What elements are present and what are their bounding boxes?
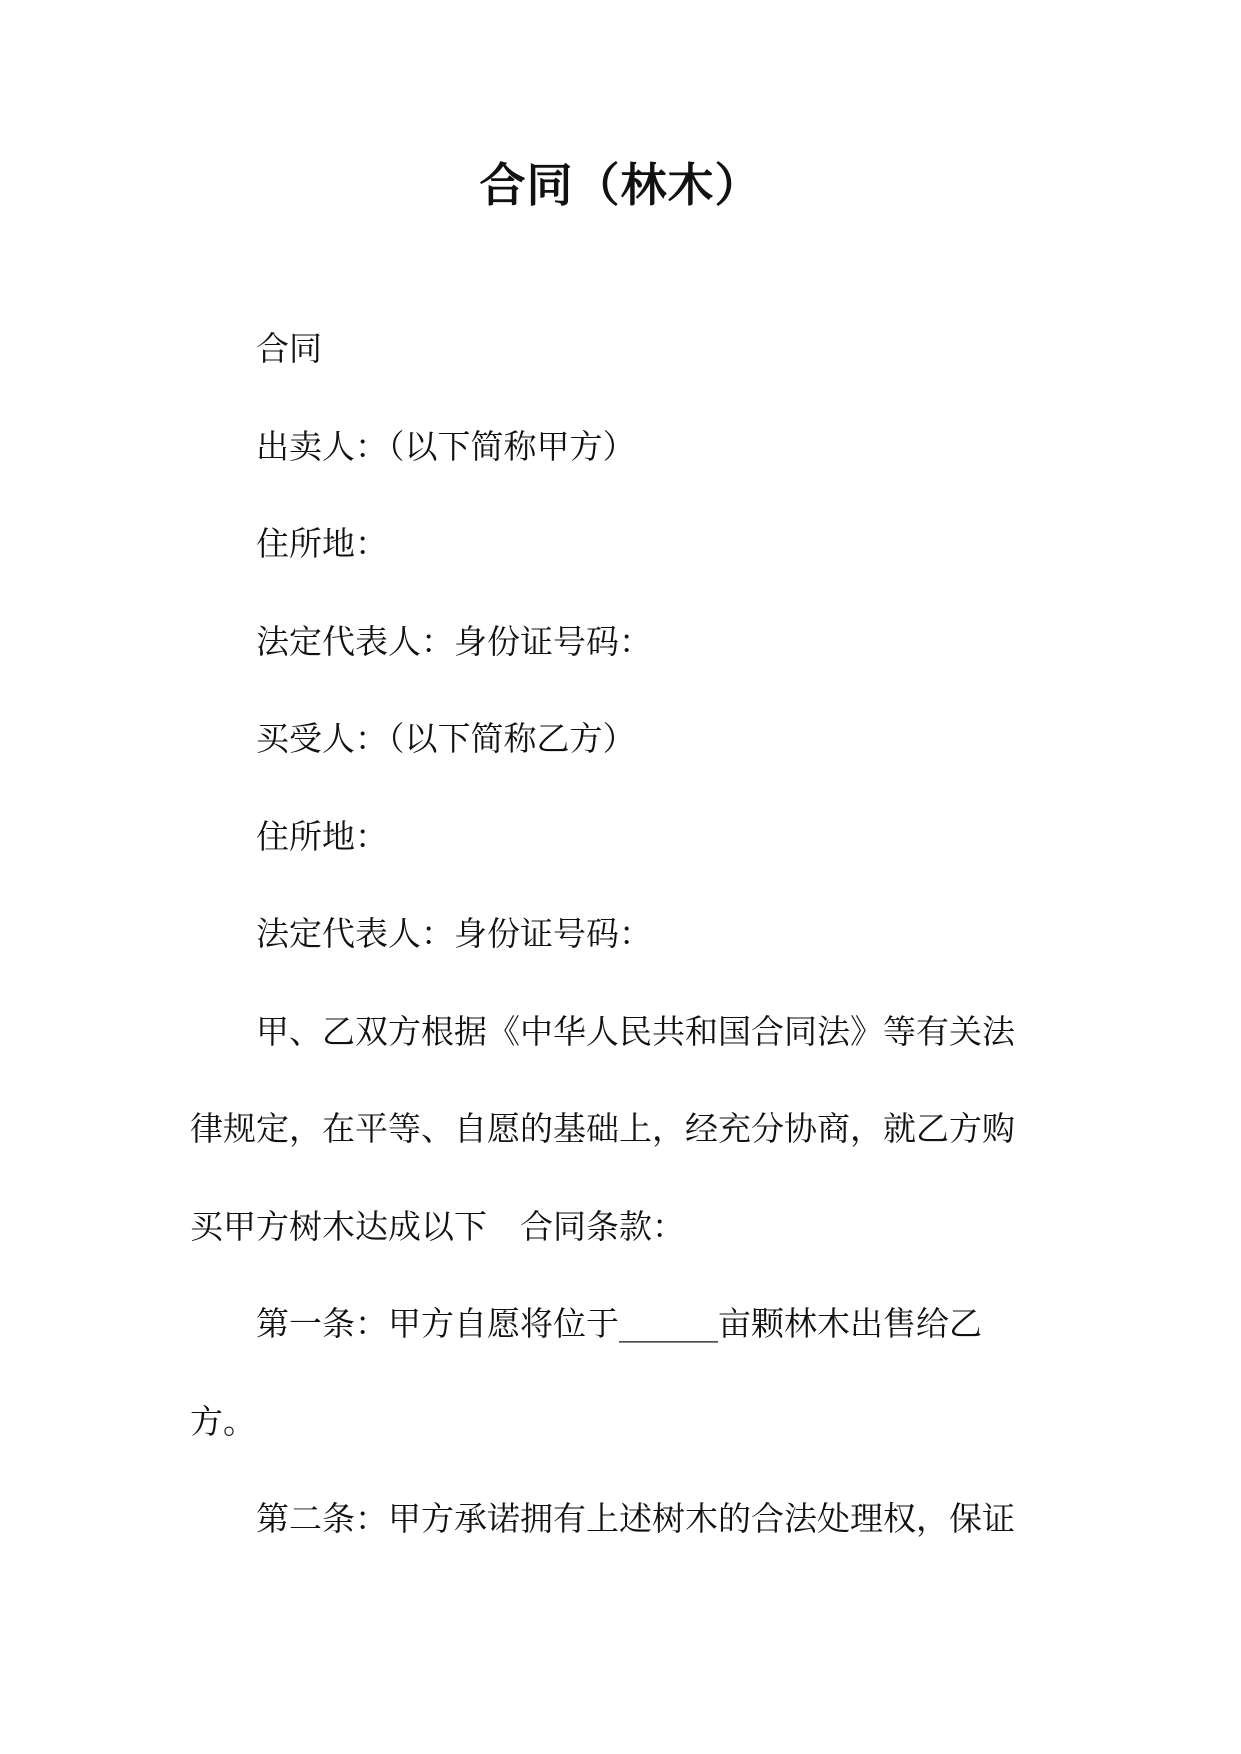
seller-representative-line: 法定代表人：身份证号码： xyxy=(256,621,652,661)
seller-line: 出卖人：（以下简称甲方） xyxy=(256,426,636,466)
preamble-line-1: 甲、乙双方根据《中华人民共和国合同法》等有关法 xyxy=(256,1011,1015,1051)
document-body xyxy=(190,300,1035,1568)
preamble-line-3: 买甲方树木达成以下 合同条款： xyxy=(190,1206,685,1246)
contract-heading-line: 合同 xyxy=(256,329,322,368)
seller-address-line: 住所地： xyxy=(256,524,388,563)
document-title: 合同（林木） xyxy=(479,158,762,212)
buyer-line: 买受人：（以下简称乙方） xyxy=(256,719,636,758)
article-1-line-2: 方。 xyxy=(190,1401,256,1441)
buyer-representative-line: 法定代表人：身份证号码： xyxy=(256,914,652,953)
preamble-line-2: 律规定，在平等、自愿的基础上，经充分协商，就乙方购 xyxy=(190,1109,1015,1148)
article-1-line-1: 第一条：甲方自愿将位于______亩颗林木出售给乙 xyxy=(256,1304,982,1343)
article-2-line-1: 第二条：甲方承诺拥有上述树木的合法处理权，保证 xyxy=(256,1499,1015,1538)
buyer-address-line: 住所地： xyxy=(256,816,388,856)
